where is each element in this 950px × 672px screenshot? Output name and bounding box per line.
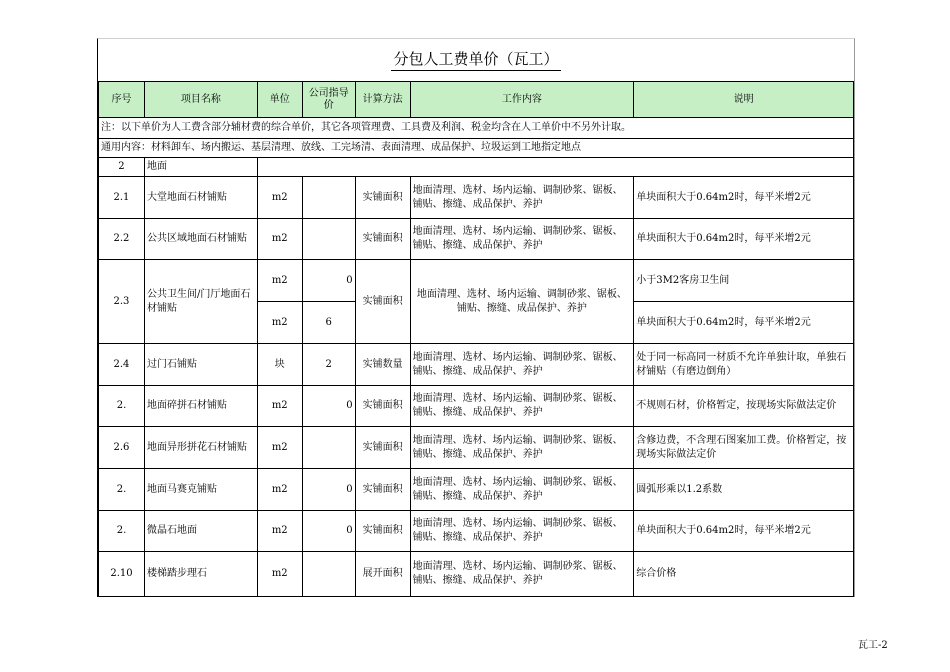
row-content: 地面清理、选材、场内运输、调制砂浆、锯板、铺贴、擦缝、成品保护、养护 xyxy=(410,260,634,344)
header-method: 计算方法 xyxy=(355,82,410,118)
header-row xyxy=(99,82,854,118)
row-price xyxy=(302,427,355,469)
row-desc: 圆弧形乘以1.2系数 xyxy=(634,469,854,511)
table-row xyxy=(99,177,854,219)
row-unit: m2 xyxy=(257,260,302,302)
row-seq: 2.1 xyxy=(99,177,145,219)
row-name: 楼梯踏步理石 xyxy=(144,552,257,597)
row-unit: m2 xyxy=(257,511,302,552)
section-name: 地面 xyxy=(144,158,257,177)
row-desc: 单块面积大于0.64m2时，每平米增2元 xyxy=(634,219,854,260)
row-unit: 块 xyxy=(257,344,302,386)
row-name: 大堂地面石材铺贴 xyxy=(144,177,257,219)
row-desc: 不规则石材，价格暂定，按现场实际做法定价 xyxy=(634,386,854,427)
page-footer: 瓦工-2 xyxy=(858,640,888,651)
row-unit: m2 xyxy=(257,469,302,511)
row-seq: 2. xyxy=(99,469,145,511)
row-name: 地面异形拼花石材铺贴 xyxy=(144,427,257,469)
row-method: 实铺面积 xyxy=(355,511,410,552)
table-row xyxy=(99,427,854,469)
table-row xyxy=(99,552,854,597)
row-method: 实铺面积 xyxy=(355,219,410,260)
row-price: 0 xyxy=(302,469,355,511)
row-desc: 单块面积大于0.64m2时，每平米增2元 xyxy=(634,302,854,344)
row-method: 实铺面积 xyxy=(355,427,410,469)
row-desc: 综合价格 xyxy=(634,552,854,597)
row-desc: 单块面积大于0.64m2时，每平米增2元 xyxy=(634,511,854,552)
row-method: 实铺面积 xyxy=(355,260,410,344)
row-method: 实铺面积 xyxy=(355,469,410,511)
header-desc: 说明 xyxy=(634,82,854,118)
row-price: 0 xyxy=(302,511,355,552)
note-row xyxy=(99,139,854,158)
section-seq: 2 xyxy=(99,158,145,177)
row-content: 地面清理、选材、场内运输、调制砂浆、锯板、铺贴、擦缝、成品保护、养护 xyxy=(410,386,634,427)
row-name: 地面马赛克铺贴 xyxy=(144,469,257,511)
row-content: 地面清理、选材、场内运输、调制砂浆、锯板、铺贴、擦缝、成品保护、养护 xyxy=(410,511,634,552)
row-seq: 2.2 xyxy=(99,219,145,260)
row-content: 地面清理、选材、场内运输、调制砂浆、锯板、铺贴、擦缝、成品保护、养护 xyxy=(410,177,634,219)
row-desc: 处于同一标高同一材质不允许单独计取，单独石材铺贴（有磨边倒角） xyxy=(634,344,854,386)
row-desc: 单块面积大于0.64m2时，每平米增2元 xyxy=(634,177,854,219)
row-name: 微晶石地面 xyxy=(144,511,257,552)
section-row xyxy=(99,158,854,177)
header-name: 项目名称 xyxy=(144,82,257,118)
row-name: 过门石铺贴 xyxy=(144,344,257,386)
row-method: 实铺面积 xyxy=(355,177,410,219)
note-row xyxy=(99,118,854,139)
row-seq: 2.10 xyxy=(99,552,145,597)
row-content: 地面清理、选材、场内运输、调制砂浆、锯板、铺贴、擦缝、成品保护、养护 xyxy=(410,552,634,597)
general-content-text: 通用内容：材料卸车、场内搬运、基层清理、放线、工完场清、表面清理、成品保护、垃圾运到工地指定地点 xyxy=(99,139,854,158)
row-price xyxy=(302,219,355,260)
table-row xyxy=(99,386,854,427)
row-seq: 2.4 xyxy=(99,344,145,386)
page-title: 分包人工费单价（瓦工） xyxy=(98,48,854,69)
table-row xyxy=(99,469,854,511)
table-row xyxy=(99,344,854,386)
price-table xyxy=(98,81,854,597)
header-price: 公司指导价 xyxy=(302,82,355,118)
row-name: 公共区域地面石材铺贴 xyxy=(144,219,257,260)
note-text: 注：以下单价为人工费含部分辅材费的综合单价，其它各项管理费、工具费及利润、税金均含在人工单价中不另外计取。 xyxy=(99,118,854,139)
row-unit: m2 xyxy=(257,302,302,344)
row-content: 地面清理、选材、场内运输、调制砂浆、锯板、铺贴、擦缝、成品保护、养护 xyxy=(410,219,634,260)
row-unit: m2 xyxy=(257,386,302,427)
row-method: 实铺数量 xyxy=(355,344,410,386)
row-seq: 2. xyxy=(99,386,145,427)
row-method: 实铺面积 xyxy=(355,386,410,427)
header-unit: 单位 xyxy=(257,82,302,118)
row-content: 地面清理、选材、场内运输、调制砂浆、锯板、铺贴、擦缝、成品保护、养护 xyxy=(410,427,634,469)
row-seq: 2.3 xyxy=(99,260,145,344)
row-method: 展开面积 xyxy=(355,552,410,597)
header-content: 工作内容 xyxy=(410,82,634,118)
title-row xyxy=(98,39,854,81)
row-unit: m2 xyxy=(257,177,302,219)
table-row xyxy=(99,511,854,552)
row-name: 公共卫生间/门厅地面石材铺贴 xyxy=(144,260,257,344)
row-content: 地面清理、选材、场内运输、调制砂浆、锯板、铺贴、擦缝、成品保护、养护 xyxy=(410,469,634,511)
row-name: 地面碎拼石材铺贴 xyxy=(144,386,257,427)
row-unit: m2 xyxy=(257,219,302,260)
row-price xyxy=(302,177,355,219)
header-seq: 序号 xyxy=(99,82,145,118)
row-seq: 2.6 xyxy=(99,427,145,469)
spreadsheet-sheet xyxy=(97,38,855,597)
table-row xyxy=(99,219,854,260)
row-desc: 含修边费，不含理石图案加工费。价格暂定，按现场实际做法定价 xyxy=(634,427,854,469)
row-price xyxy=(302,552,355,597)
row-seq: 2. xyxy=(99,511,145,552)
row-price: 2 xyxy=(302,344,355,386)
row-price: 6 xyxy=(302,302,355,344)
row-price: 0 xyxy=(302,260,355,302)
row-desc: 小于3M2客房卫生间 xyxy=(634,260,854,302)
row-price: 0 xyxy=(302,386,355,427)
table-row xyxy=(99,260,854,302)
row-unit: m2 xyxy=(257,427,302,469)
section-blank xyxy=(257,158,853,177)
row-unit: m2 xyxy=(257,552,302,597)
row-content: 地面清理、选材、场内运输、调制砂浆、锯板、铺贴、擦缝、成品保护、养护 xyxy=(410,344,634,386)
